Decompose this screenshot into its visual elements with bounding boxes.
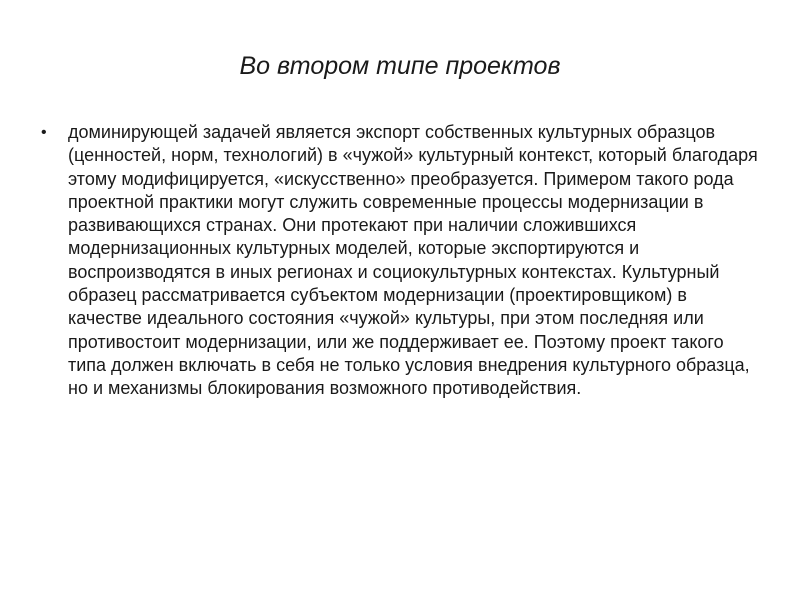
bullet-list: [40, 121, 760, 401]
bullet-marker: •: [41, 124, 47, 141]
bullet-item: [40, 121, 760, 401]
slide-title: Во втором типе проектов: [239, 52, 561, 80]
bullet-text: доминирующей задачей является экспорт собственных культурных образцов (ценностей, норм, технологий) в «чужой» культурный контекст, который благодаря этому модифицируется, «искусственно» преобразуется. Примером такого рода проектной практики могут служить современные процессы модернизации в развивающихся странах. Они протекают при наличии сложившихся модернизационных культурных моделей, которые экспортируются и воспроизводятся в иных регионах и социокультурных контекстах. Культурный образец рассматривается субъектом модернизации (проектировщиком) в качестве идеального состояния «чужой» культуры, при этом последняя или противостоит модернизации, или же поддерживает ее. Поэтому проект такого типа должен включать в себя не только условия внедрения культурного образца, но и механизмы блокирования возможного противодействия.: [68, 122, 758, 399]
